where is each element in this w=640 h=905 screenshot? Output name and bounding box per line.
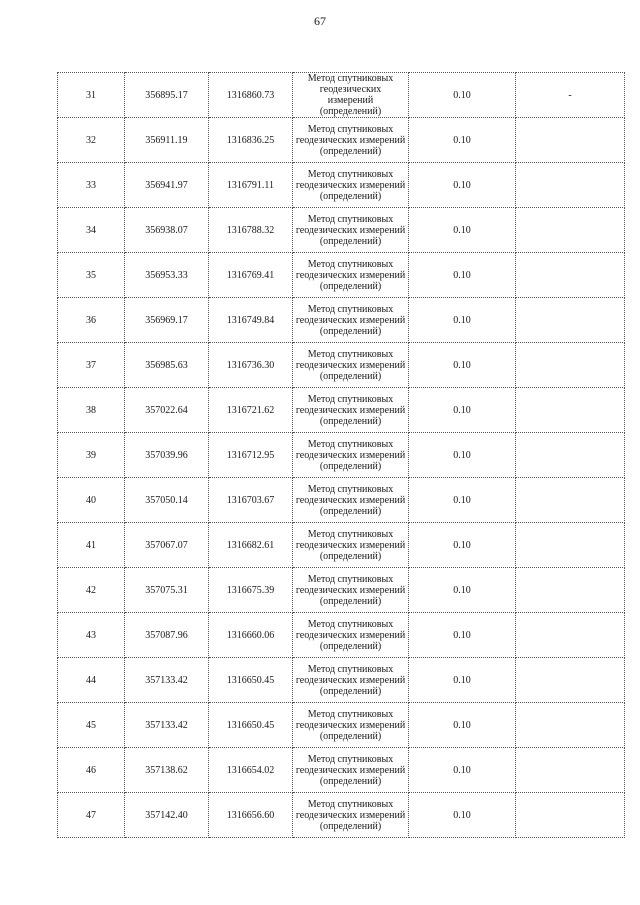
table-row	[58, 478, 625, 523]
note-cell	[516, 388, 625, 433]
x-coordinate-cell: 356941.97	[125, 163, 209, 208]
accuracy-cell: 0.10	[409, 568, 516, 613]
point-number-cell: 41	[58, 523, 125, 568]
note-cell	[516, 163, 625, 208]
accuracy-cell: 0.10	[409, 478, 516, 523]
note-cell	[516, 298, 625, 343]
accuracy-cell: 0.10	[409, 658, 516, 703]
table-row	[58, 523, 625, 568]
y-coordinate-cell: 1316749.84	[209, 298, 293, 343]
y-coordinate-cell: 1316675.39	[209, 568, 293, 613]
point-number-cell: 34	[58, 208, 125, 253]
x-coordinate-cell: 356953.33	[125, 253, 209, 298]
method-cell: Метод спутниковых геодезических измерений (определений)	[293, 343, 409, 388]
table-row	[58, 208, 625, 253]
method-cell: Метод спутниковых геодезических измерений (определений)	[293, 208, 409, 253]
point-number-cell: 47	[58, 793, 125, 838]
point-number-cell: 46	[58, 748, 125, 793]
y-coordinate-cell: 1316860.73	[209, 73, 293, 118]
accuracy-cell: 0.10	[409, 73, 516, 118]
note-cell	[516, 253, 625, 298]
table-row	[58, 703, 625, 748]
x-coordinate-cell: 357087.96	[125, 613, 209, 658]
note-cell	[516, 208, 625, 253]
point-number-cell: 39	[58, 433, 125, 478]
method-cell: Метод спутниковых геодезических измерений (определений)	[293, 748, 409, 793]
y-coordinate-cell: 1316712.95	[209, 433, 293, 478]
table-row	[58, 748, 625, 793]
method-cell: Метод спутниковых геодезических измерений (определений)	[293, 388, 409, 433]
table-row	[58, 793, 625, 838]
accuracy-cell: 0.10	[409, 118, 516, 163]
accuracy-cell: 0.10	[409, 523, 516, 568]
accuracy-cell: 0.10	[409, 163, 516, 208]
point-number-cell: 38	[58, 388, 125, 433]
y-coordinate-cell: 1316721.62	[209, 388, 293, 433]
note-cell	[516, 118, 625, 163]
table-row	[58, 118, 625, 163]
accuracy-cell: 0.10	[409, 433, 516, 478]
note-cell	[516, 613, 625, 658]
point-number-cell: 37	[58, 343, 125, 388]
method-cell: Метод спутниковых геодезических измерений (определений)	[293, 478, 409, 523]
y-coordinate-cell: 1316650.45	[209, 703, 293, 748]
accuracy-cell: 0.10	[409, 613, 516, 658]
accuracy-cell: 0.10	[409, 298, 516, 343]
note-cell	[516, 703, 625, 748]
table-row	[58, 658, 625, 703]
note-cell: -	[516, 73, 625, 118]
method-cell: Метод спутниковых геодезических измерений (определений)	[293, 253, 409, 298]
x-coordinate-cell: 356911.19	[125, 118, 209, 163]
x-coordinate-cell: 357039.96	[125, 433, 209, 478]
method-cell: Метод спутниковых геодезических измерений (определений)	[293, 613, 409, 658]
y-coordinate-cell: 1316650.45	[209, 658, 293, 703]
x-coordinate-cell: 356938.07	[125, 208, 209, 253]
table-row	[58, 568, 625, 613]
point-number-cell: 31	[58, 73, 125, 118]
point-number-cell: 35	[58, 253, 125, 298]
y-coordinate-cell: 1316654.02	[209, 748, 293, 793]
point-number-cell: 45	[58, 703, 125, 748]
x-coordinate-cell: 357022.64	[125, 388, 209, 433]
table-row	[58, 433, 625, 478]
accuracy-cell: 0.10	[409, 388, 516, 433]
note-cell	[516, 343, 625, 388]
point-number-cell: 44	[58, 658, 125, 703]
x-coordinate-cell: 356969.17	[125, 298, 209, 343]
x-coordinate-cell: 357138.62	[125, 748, 209, 793]
y-coordinate-cell: 1316788.32	[209, 208, 293, 253]
table-row	[58, 343, 625, 388]
accuracy-cell: 0.10	[409, 793, 516, 838]
note-cell	[516, 478, 625, 523]
x-coordinate-cell: 357075.31	[125, 568, 209, 613]
note-cell	[516, 523, 625, 568]
method-cell: Метод спутниковых геодезических измерений (определений)	[293, 658, 409, 703]
method-cell: Метод спутниковых геодезических измерений (определений)	[293, 163, 409, 208]
table-row	[58, 163, 625, 208]
point-number-cell: 36	[58, 298, 125, 343]
x-coordinate-cell: 357050.14	[125, 478, 209, 523]
point-number-cell: 33	[58, 163, 125, 208]
point-number-cell: 32	[58, 118, 125, 163]
accuracy-cell: 0.10	[409, 748, 516, 793]
accuracy-cell: 0.10	[409, 703, 516, 748]
y-coordinate-cell: 1316682.61	[209, 523, 293, 568]
method-cell: Метод спутниковых геодезических измерений (определений)	[293, 73, 409, 118]
point-number-cell: 43	[58, 613, 125, 658]
method-cell: Метод спутниковых геодезических измерений (определений)	[293, 298, 409, 343]
note-cell	[516, 793, 625, 838]
table-row	[58, 73, 625, 118]
method-cell: Метод спутниковых геодезических измерений (определений)	[293, 433, 409, 478]
y-coordinate-cell: 1316769.41	[209, 253, 293, 298]
note-cell	[516, 748, 625, 793]
method-cell: Метод спутниковых геодезических измерений (определений)	[293, 568, 409, 613]
note-cell	[516, 568, 625, 613]
point-number-cell: 40	[58, 478, 125, 523]
page-number: 67	[314, 14, 326, 28]
method-cell: Метод спутниковых геодезических измерений (определений)	[293, 523, 409, 568]
table-row	[58, 298, 625, 343]
accuracy-cell: 0.10	[409, 253, 516, 298]
x-coordinate-cell: 356895.17	[125, 73, 209, 118]
note-cell	[516, 433, 625, 478]
x-coordinate-cell: 357067.07	[125, 523, 209, 568]
method-cell: Метод спутниковых геодезических измерений (определений)	[293, 703, 409, 748]
x-coordinate-cell: 357142.40	[125, 793, 209, 838]
y-coordinate-cell: 1316791.11	[209, 163, 293, 208]
coordinates-table	[57, 72, 625, 838]
y-coordinate-cell: 1316836.25	[209, 118, 293, 163]
method-cell: Метод спутниковых геодезических измерений (определений)	[293, 118, 409, 163]
y-coordinate-cell: 1316736.30	[209, 343, 293, 388]
accuracy-cell: 0.10	[409, 343, 516, 388]
y-coordinate-cell: 1316660.06	[209, 613, 293, 658]
table-row	[58, 613, 625, 658]
table-body	[58, 73, 625, 838]
note-cell	[516, 658, 625, 703]
table-row	[58, 253, 625, 298]
x-coordinate-cell: 357133.42	[125, 658, 209, 703]
point-number-cell: 42	[58, 568, 125, 613]
x-coordinate-cell: 356985.63	[125, 343, 209, 388]
y-coordinate-cell: 1316703.67	[209, 478, 293, 523]
method-cell: Метод спутниковых геодезических измерений (определений)	[293, 793, 409, 838]
y-coordinate-cell: 1316656.60	[209, 793, 293, 838]
table-row	[58, 388, 625, 433]
x-coordinate-cell: 357133.42	[125, 703, 209, 748]
accuracy-cell: 0.10	[409, 208, 516, 253]
